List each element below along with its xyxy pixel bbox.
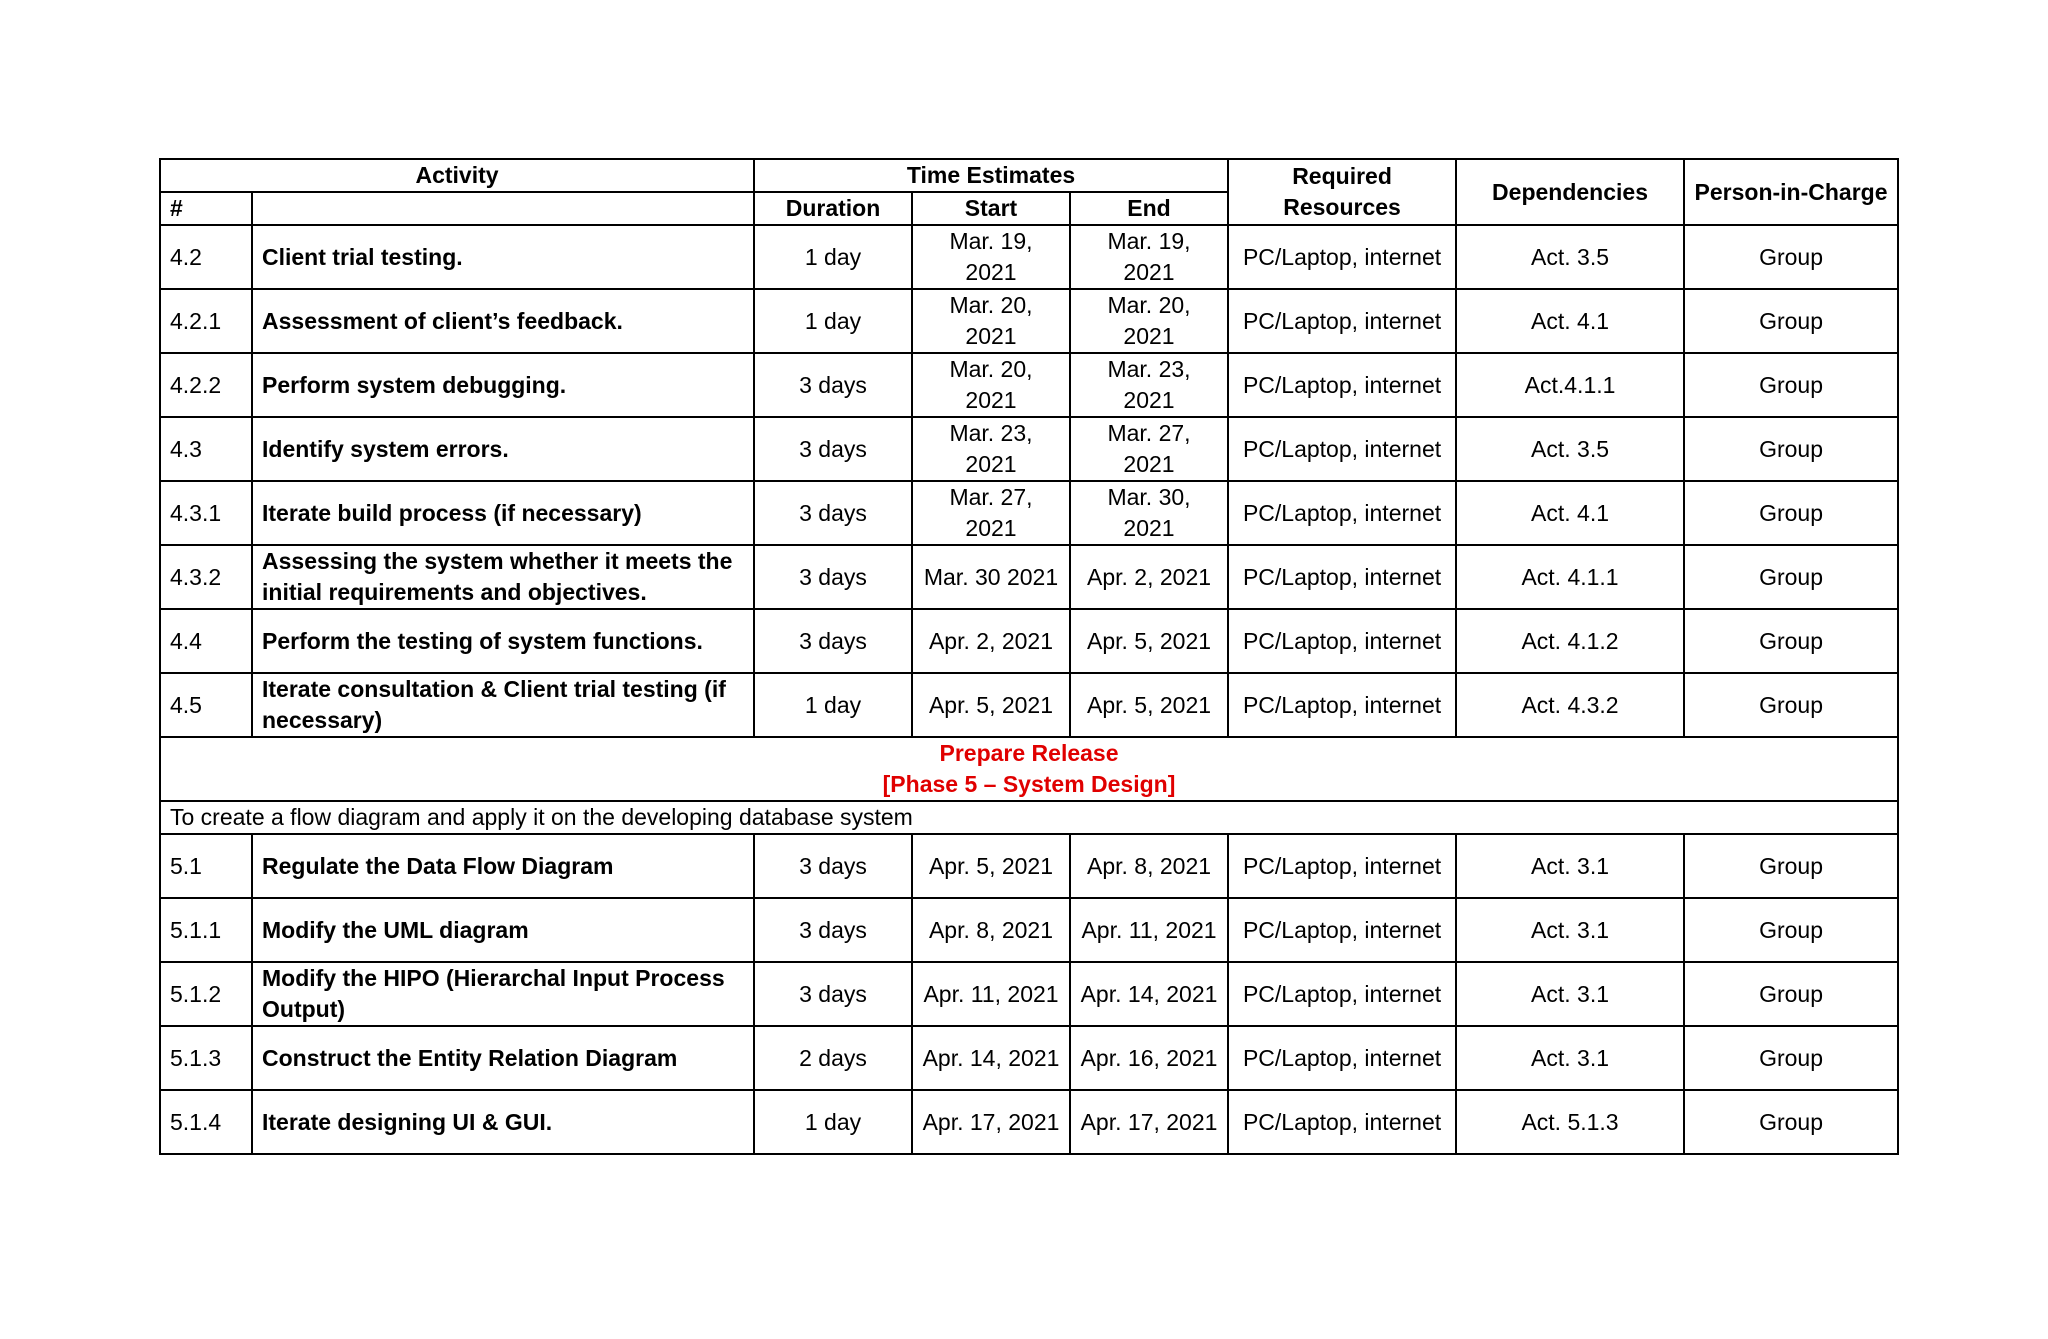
person-in-charge-cell: Group bbox=[1684, 353, 1898, 417]
start-date: Mar. 20, 2021 bbox=[912, 289, 1070, 353]
person-in-charge-cell: Group bbox=[1684, 545, 1898, 609]
person-in-charge-cell: Group bbox=[1684, 962, 1898, 1026]
start-date: Mar. 27, 2021 bbox=[912, 481, 1070, 545]
duration-cell: 3 days bbox=[754, 481, 912, 545]
table-row bbox=[160, 289, 1898, 353]
duration-cell: 3 days bbox=[754, 417, 912, 481]
duration-cell: 2 days bbox=[754, 1026, 912, 1090]
person-in-charge-cell: Group bbox=[1684, 417, 1898, 481]
duration-cell: 1 day bbox=[754, 225, 912, 289]
required-resources-cell: PC/Laptop, internet bbox=[1228, 225, 1456, 289]
activity-name: Modify the UML diagram bbox=[252, 898, 754, 962]
end-date: Apr. 2, 2021 bbox=[1070, 545, 1228, 609]
dependencies-cell: Act. 5.1.3 bbox=[1456, 1090, 1684, 1154]
start-header: Start bbox=[912, 192, 1070, 225]
duration-cell: 3 days bbox=[754, 353, 912, 417]
dependencies-cell: Act. 4.3.2 bbox=[1456, 673, 1684, 737]
dependencies-cell: Act. 4.1.2 bbox=[1456, 609, 1684, 673]
activity-number: 4.2 bbox=[160, 225, 252, 289]
dependencies-cell: Act. 4.1.1 bbox=[1456, 545, 1684, 609]
person-in-charge-cell: Group bbox=[1684, 289, 1898, 353]
activity-number: 5.1.1 bbox=[160, 898, 252, 962]
duration-cell: 1 day bbox=[754, 1090, 912, 1154]
end-date: Mar. 20, 2021 bbox=[1070, 289, 1228, 353]
person-in-charge-cell: Group bbox=[1684, 225, 1898, 289]
activity-number: 4.3.1 bbox=[160, 481, 252, 545]
activity-number: 4.4 bbox=[160, 609, 252, 673]
start-date: Mar. 19, 2021 bbox=[912, 225, 1070, 289]
duration-cell: 1 day bbox=[754, 673, 912, 737]
table-row bbox=[160, 609, 1898, 673]
duration-cell: 1 day bbox=[754, 289, 912, 353]
table-row bbox=[160, 898, 1898, 962]
person-in-charge-cell: Group bbox=[1684, 834, 1898, 898]
table-row bbox=[160, 545, 1898, 609]
phase-description-row bbox=[160, 801, 1898, 834]
person-in-charge-cell: Group bbox=[1684, 609, 1898, 673]
end-header: End bbox=[1070, 192, 1228, 225]
dependencies-cell: Act. 3.1 bbox=[1456, 962, 1684, 1026]
start-date: Apr. 17, 2021 bbox=[912, 1090, 1070, 1154]
required-resources-cell: PC/Laptop, internet bbox=[1228, 609, 1456, 673]
duration-cell: 3 days bbox=[754, 834, 912, 898]
activity-name: Assessing the system whether it meets the initial requirements and objectives. bbox=[252, 545, 754, 609]
end-date: Apr. 16, 2021 bbox=[1070, 1026, 1228, 1090]
table-row bbox=[160, 225, 1898, 289]
end-date: Mar. 30, 2021 bbox=[1070, 481, 1228, 545]
end-date: Mar. 19, 2021 bbox=[1070, 225, 1228, 289]
duration-cell: 3 days bbox=[754, 545, 912, 609]
duration-cell: 3 days bbox=[754, 962, 912, 1026]
start-date: Apr. 8, 2021 bbox=[912, 898, 1070, 962]
dependencies-cell: Act.4.1.1 bbox=[1456, 353, 1684, 417]
person-in-charge-cell: Group bbox=[1684, 1090, 1898, 1154]
table-row bbox=[160, 834, 1898, 898]
person-in-charge-cell: Group bbox=[1684, 673, 1898, 737]
activity-name: Iterate designing UI & GUI. bbox=[252, 1090, 754, 1154]
start-date: Apr. 14, 2021 bbox=[912, 1026, 1070, 1090]
dependencies-header: Dependencies bbox=[1456, 159, 1684, 225]
person-in-charge-cell: Group bbox=[1684, 898, 1898, 962]
phase-description: To create a flow diagram and apply it on the developing database system bbox=[160, 801, 1898, 834]
start-date: Apr. 2, 2021 bbox=[912, 609, 1070, 673]
activity-name: Perform system debugging. bbox=[252, 353, 754, 417]
end-date: Apr. 5, 2021 bbox=[1070, 673, 1228, 737]
start-date: Mar. 30 2021 bbox=[912, 545, 1070, 609]
required-resources-cell: PC/Laptop, internet bbox=[1228, 834, 1456, 898]
phase-subtitle: [Phase 5 – System Design] bbox=[882, 771, 1176, 797]
phase-title: Prepare Release bbox=[939, 740, 1119, 766]
person-in-charge-header: Person-in-Charge bbox=[1684, 159, 1898, 225]
phase-title-cell bbox=[160, 737, 1898, 801]
activity-number: 4.3.2 bbox=[160, 545, 252, 609]
dependencies-cell: Act. 3.1 bbox=[1456, 898, 1684, 962]
required-resources-cell: PC/Laptop, internet bbox=[1228, 417, 1456, 481]
table-row bbox=[160, 353, 1898, 417]
table-row bbox=[160, 1090, 1898, 1154]
phase-title-row bbox=[160, 737, 1898, 801]
start-date: Apr. 5, 2021 bbox=[912, 834, 1070, 898]
end-date: Apr. 11, 2021 bbox=[1070, 898, 1228, 962]
activity-number: 4.2.1 bbox=[160, 289, 252, 353]
dependencies-cell: Act. 3.5 bbox=[1456, 225, 1684, 289]
table-row bbox=[160, 417, 1898, 481]
activity-name: Perform the testing of system functions. bbox=[252, 609, 754, 673]
activity-name: Assessment of client’s feedback. bbox=[252, 289, 754, 353]
required-resources-cell: PC/Laptop, internet bbox=[1228, 353, 1456, 417]
table-row bbox=[160, 481, 1898, 545]
number-header: # bbox=[160, 192, 252, 225]
duration-cell: 3 days bbox=[754, 898, 912, 962]
activity-name: Identify system errors. bbox=[252, 417, 754, 481]
time-estimates-header: Time Estimates bbox=[754, 159, 1228, 192]
end-date: Mar. 23, 2021 bbox=[1070, 353, 1228, 417]
phase-4-rows bbox=[160, 225, 1898, 737]
start-date: Apr. 11, 2021 bbox=[912, 962, 1070, 1026]
required-resources-header: Required Resources bbox=[1228, 159, 1456, 225]
person-in-charge-cell: Group bbox=[1684, 481, 1898, 545]
table-row bbox=[160, 673, 1898, 737]
activity-name: Iterate build process (if necessary) bbox=[252, 481, 754, 545]
activity-name: Construct the Entity Relation Diagram bbox=[252, 1026, 754, 1090]
duration-header: Duration bbox=[754, 192, 912, 225]
table-row bbox=[160, 962, 1898, 1026]
person-in-charge-cell: Group bbox=[1684, 1026, 1898, 1090]
activity-number: 4.5 bbox=[160, 673, 252, 737]
end-date: Apr. 8, 2021 bbox=[1070, 834, 1228, 898]
activity-name-header bbox=[252, 192, 754, 225]
table-row bbox=[160, 1026, 1898, 1090]
activity-number: 5.1.2 bbox=[160, 962, 252, 1026]
required-resources-cell: PC/Laptop, internet bbox=[1228, 962, 1456, 1026]
required-resources-cell: PC/Laptop, internet bbox=[1228, 481, 1456, 545]
header-row-top bbox=[160, 159, 1898, 192]
activity-header: Activity bbox=[160, 159, 754, 192]
required-resources-cell: PC/Laptop, internet bbox=[1228, 545, 1456, 609]
end-date: Apr. 5, 2021 bbox=[1070, 609, 1228, 673]
start-date: Mar. 23, 2021 bbox=[912, 417, 1070, 481]
dependencies-cell: Act. 3.1 bbox=[1456, 834, 1684, 898]
end-date: Apr. 14, 2021 bbox=[1070, 962, 1228, 1026]
phase-5-rows bbox=[160, 834, 1898, 1154]
activity-schedule-table bbox=[159, 158, 1899, 1155]
dependencies-cell: Act. 3.1 bbox=[1456, 1026, 1684, 1090]
end-date: Mar. 27, 2021 bbox=[1070, 417, 1228, 481]
activity-name: Client trial testing. bbox=[252, 225, 754, 289]
phase-5-section bbox=[160, 737, 1898, 834]
activity-number: 4.2.2 bbox=[160, 353, 252, 417]
dependencies-cell: Act. 4.1 bbox=[1456, 289, 1684, 353]
required-resources-cell: PC/Laptop, internet bbox=[1228, 898, 1456, 962]
activity-name: Regulate the Data Flow Diagram bbox=[252, 834, 754, 898]
activity-number: 5.1.3 bbox=[160, 1026, 252, 1090]
end-date: Apr. 17, 2021 bbox=[1070, 1090, 1228, 1154]
activity-number: 4.3 bbox=[160, 417, 252, 481]
duration-cell: 3 days bbox=[754, 609, 912, 673]
required-resources-cell: PC/Laptop, internet bbox=[1228, 1026, 1456, 1090]
start-date: Mar. 20, 2021 bbox=[912, 353, 1070, 417]
activity-number: 5.1 bbox=[160, 834, 252, 898]
required-resources-cell: PC/Laptop, internet bbox=[1228, 289, 1456, 353]
dependencies-cell: Act. 3.5 bbox=[1456, 417, 1684, 481]
dependencies-cell: Act. 4.1 bbox=[1456, 481, 1684, 545]
required-resources-cell: PC/Laptop, internet bbox=[1228, 673, 1456, 737]
activity-name: Modify the HIPO (Hierarchal Input Process Output) bbox=[252, 962, 754, 1026]
start-date: Apr. 5, 2021 bbox=[912, 673, 1070, 737]
required-resources-cell: PC/Laptop, internet bbox=[1228, 1090, 1456, 1154]
activity-number: 5.1.4 bbox=[160, 1090, 252, 1154]
activity-name: Iterate consultation & Client trial testing (if necessary) bbox=[252, 673, 754, 737]
